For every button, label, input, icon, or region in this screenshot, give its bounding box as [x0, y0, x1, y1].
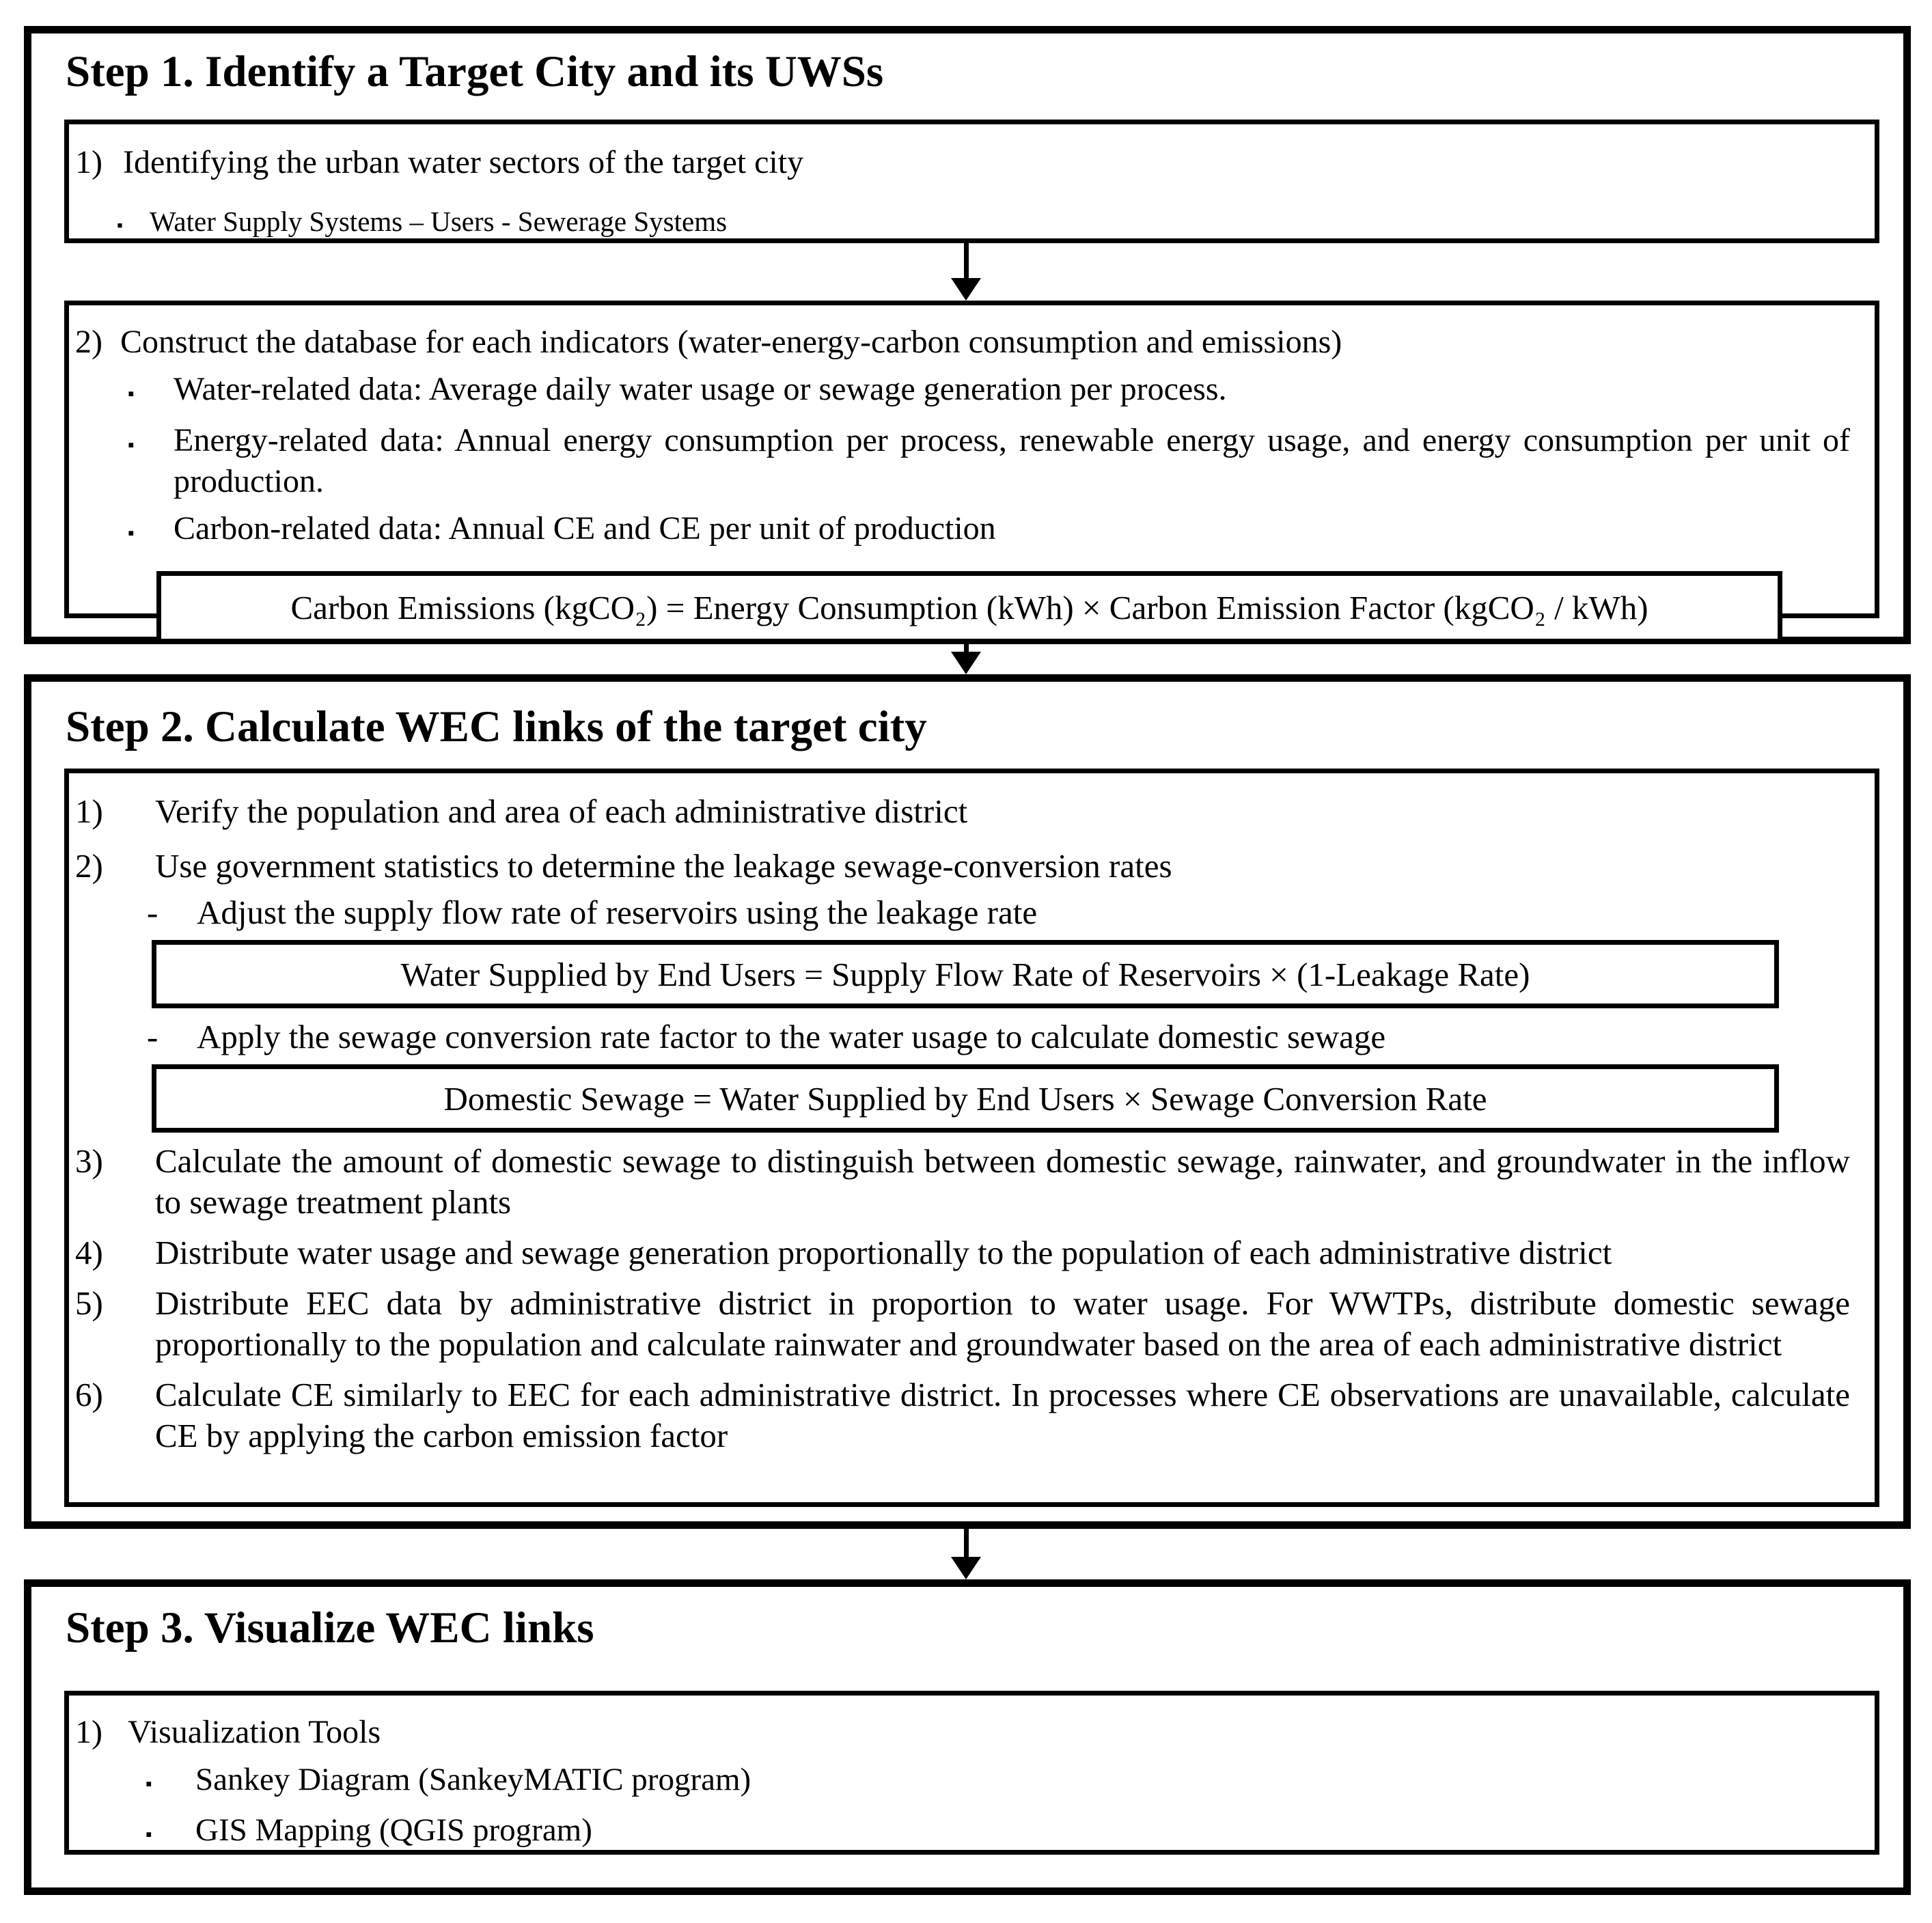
list-item [69, 791, 1850, 832]
sub-item-text: Apply the sewage conversion rate factor to the water usage to calculate domestic sewage [197, 1018, 1386, 1055]
item-text: Use government statistics to determine the leakage sewage-conversion rates [155, 847, 1172, 885]
dash-bullet-icon: - [147, 1018, 158, 1055]
sub-item-text: Adjust the supply flow rate of reservoirs using the leakage rate [197, 894, 1038, 931]
arrow-down-icon [951, 652, 981, 674]
item-number: 1) [75, 792, 103, 830]
step1-substep1-box [64, 120, 1879, 243]
arrow-shaft [964, 644, 969, 652]
list-item [69, 846, 1850, 887]
step3-tools-box [64, 1691, 1879, 1855]
step2-title: Step 2. Calculate WEC links of the target city [66, 702, 927, 751]
arrow-substep1-to-substep2 [951, 243, 981, 301]
dash-bullet-icon: - [147, 894, 158, 931]
arrow-step1-to-step2 [951, 644, 981, 674]
item-text: Visualization Tools [128, 1714, 381, 1750]
list-item [75, 322, 1854, 363]
item-number: 2) [75, 847, 103, 885]
list-item [69, 1283, 1850, 1365]
item-number: 2) [75, 324, 102, 360]
list-item [128, 508, 1850, 553]
item-number: 3) [75, 1142, 103, 1180]
step1-panel [24, 26, 1911, 644]
arrow-shaft [964, 243, 969, 278]
square-bullet-icon: ▪ [128, 434, 135, 455]
bullet-text: Energy-related data: Annual energy consumption per process, renewable energy usage, and energy consumption per unit of production. [174, 422, 1850, 499]
formula-text: Domestic Sewage = Water Supplied by End Users × Sewage Conversion Rate [443, 1079, 1487, 1118]
item-number: 5) [75, 1284, 103, 1322]
list-item [128, 369, 1850, 414]
square-bullet-icon: ▪ [128, 383, 135, 404]
step1-substep2-box [64, 301, 1879, 626]
square-bullet-icon: ▪ [146, 1773, 152, 1794]
bullet-text: Water-related data: Average daily water usage or sewage generation per process. [174, 371, 1227, 407]
arrow-down-icon [951, 278, 981, 301]
step1-title: Step 1. Identify a Target City and its UWSs [66, 47, 884, 96]
item-text: Calculate CE similarly to EEC for each administrative district. In processes where CE observations are unavailable, calculate CE by applying the carbon emission factor [155, 1376, 1850, 1454]
step3-title: Step 3. Visualize WEC links [66, 1603, 594, 1652]
square-bullet-icon: ▪ [146, 1824, 152, 1844]
carbon-emissions-formula-box [156, 571, 1782, 644]
sub-list-item [147, 1016, 1834, 1057]
item-number: 6) [75, 1376, 103, 1413]
step3-panel [24, 1579, 1911, 1895]
list-item [146, 1760, 1854, 1803]
item-number: 4) [75, 1234, 103, 1271]
arrow-shaft [964, 1529, 969, 1557]
square-bullet-icon: ▪ [128, 523, 135, 543]
step2-procedure-box [64, 769, 1879, 1507]
list-item [75, 1712, 1854, 1753]
list-item [69, 1141, 1850, 1223]
square-bullet-icon: ▪ [117, 217, 123, 235]
formula-text: Water Supplied by End Users = Supply Flow Rate of Reservoirs × (1-Leakage Rate) [400, 955, 1530, 993]
arrow-step2-to-step3 [951, 1529, 981, 1579]
formula-text: Carbon Emissions (kgCO₂) = Energy Consumption (kWh) × Carbon Emission Factor (kgCO₂ / kWh) [290, 588, 1648, 626]
bullet-text: GIS Mapping (QGIS program) [195, 1812, 592, 1848]
list-item [69, 1232, 1850, 1273]
item-text: Construct the database for each indicators (water-energy-carbon consumption and emissions) [120, 324, 1342, 360]
domestic-sewage-formula-box [152, 1064, 1779, 1133]
list-item [128, 420, 1850, 502]
item-text: Identifying the urban water sectors of the target city [123, 144, 804, 180]
item-text: Distribute water usage and sewage generation proportionally to the population of each administrative district [155, 1234, 1612, 1271]
list-item [75, 142, 1854, 183]
bullet-text: Sankey Diagram (SankeyMATIC program) [195, 1762, 751, 1797]
item-number: 1) [75, 144, 102, 180]
bullet-text: Water Supply Systems – Users - Sewerage Systems [150, 206, 728, 237]
list-item [69, 1374, 1850, 1456]
sub-list-item [147, 892, 1834, 933]
item-text: Calculate the amount of domestic sewage to distinguish between domestic sewage, rainwater, and groundwater in the inflow to sewage treatment plants [155, 1142, 1850, 1221]
bullet-text: Carbon-related data: Annual CE and CE per unit of production [174, 510, 996, 547]
item-number: 1) [75, 1714, 102, 1750]
water-supplied-formula-box [152, 940, 1779, 1008]
list-item [146, 1810, 1854, 1854]
item-text: Verify the population and area of each administrative district [155, 792, 968, 830]
item-text: Distribute EEC data by administrative district in proportion to water usage. For WWTPs, distribute domestic sewage proportionally to the population and calculate rainwater and groundwater based on the area of each administrative district [155, 1284, 1850, 1363]
list-item [117, 204, 1854, 244]
arrow-down-icon [951, 1557, 981, 1579]
step2-panel [24, 674, 1911, 1529]
